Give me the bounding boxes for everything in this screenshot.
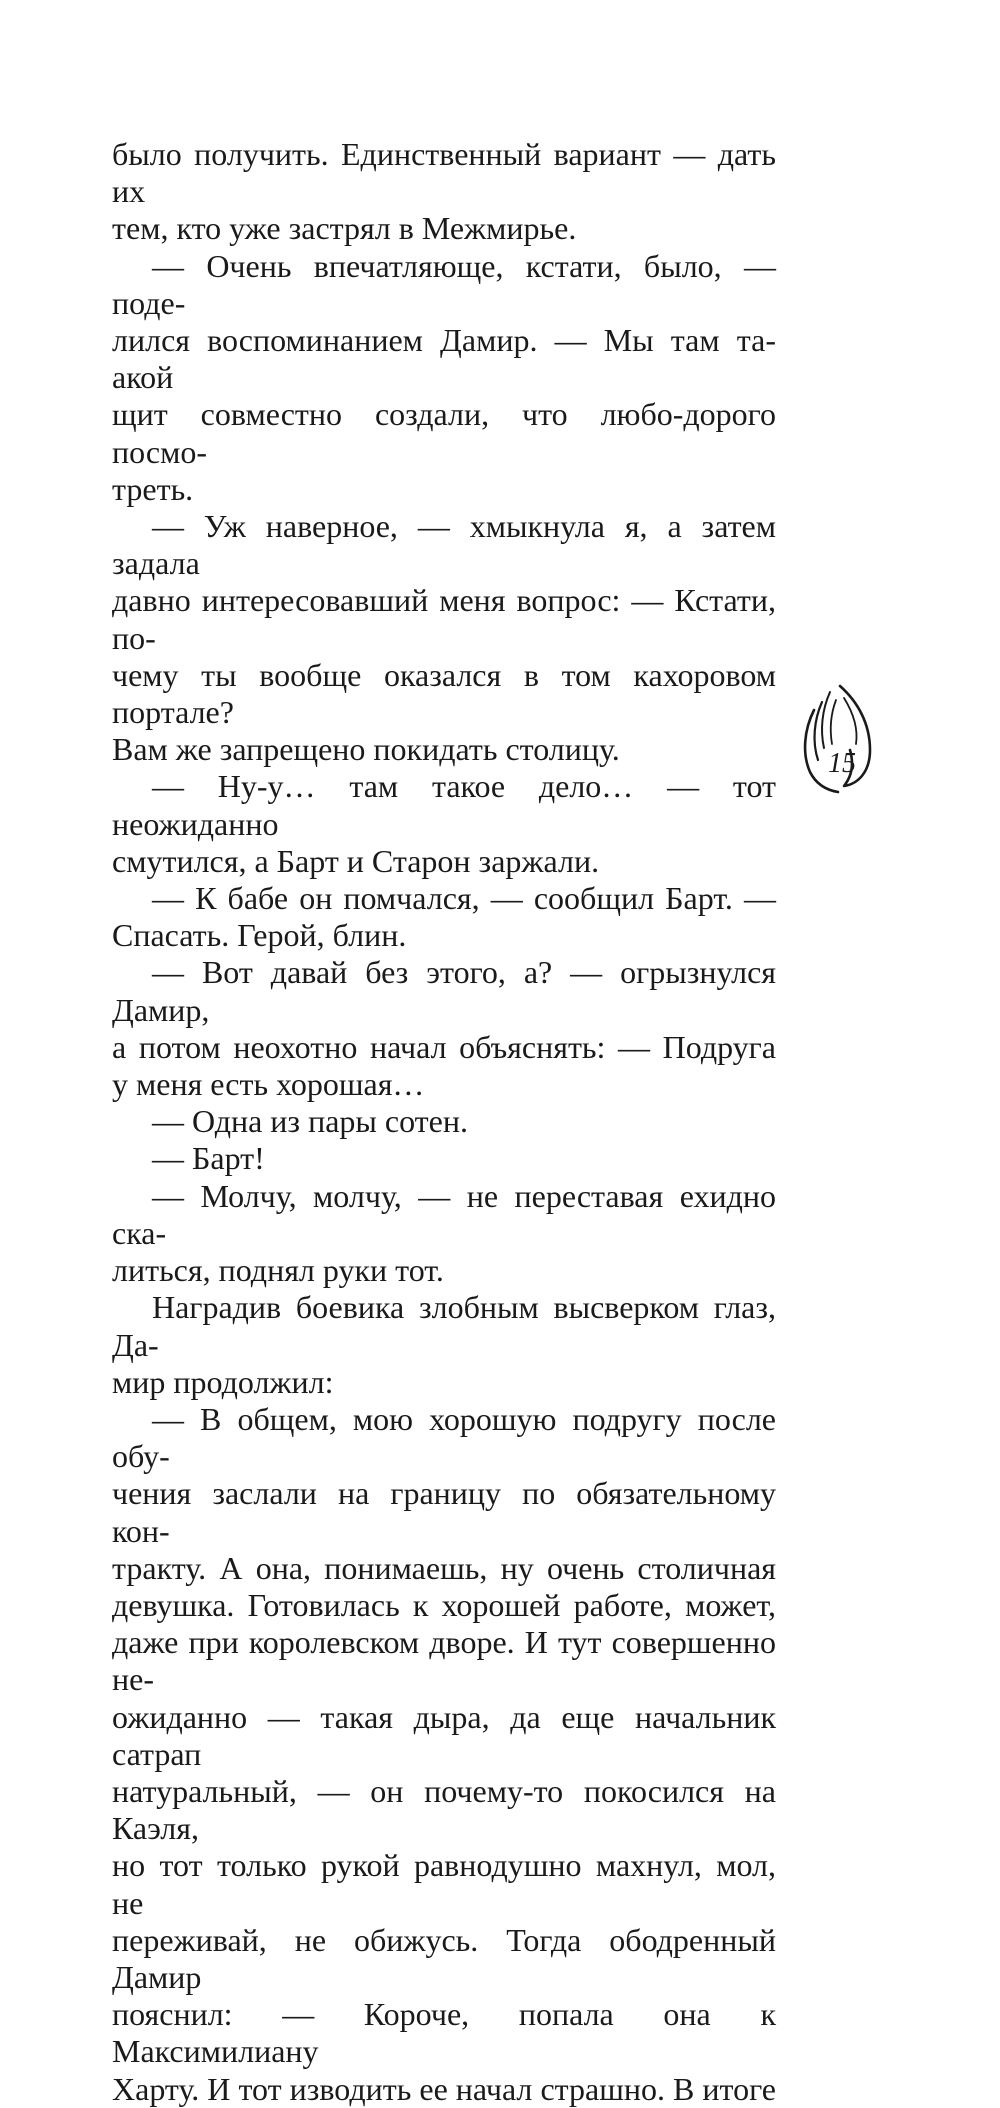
text-line: переживай, не обижусь. Тогда ободренный Дамир [112,1921,776,1995]
text-line: тем, кто уже застрял в Межмирье. [112,210,577,247]
text-line: треть. [112,470,194,507]
text-line: у меня есть хорошая… [112,1066,425,1103]
text-line: лился воспоминанием Дамир. — Мы там та-акой [112,322,776,396]
text-line: чему ты вообще оказался в том кахоровом портале? [112,656,776,731]
text-line: литься, поднял руки тот. [112,1252,444,1289]
text-line: Вам же запрещено покидать столицу. [112,731,620,768]
text-line: Харту. И тот изводить ее начал страшно. В итоге [112,2070,776,2107]
text-line: — К бабе он помчался, — сообщил Барт. — [152,880,776,917]
text-line: Спасать. Герой, блин. [112,917,407,954]
text-line: — Барт! [152,1140,265,1177]
text-line: было получить. Единственный вариант — дать их [112,136,776,210]
text-line: даже при королевском дворе. И тут совершенно не- [112,1624,776,1698]
text-line: — Одна из пары сотен. [152,1103,468,1140]
text-line: — Молчу, молчу, — не переставая ехидно ска- [112,1177,776,1251]
text-line: но тот только рукой равнодушно махнул, мол, не [112,1847,776,1921]
text-line: натуральный, — он почему-то покосился на Каэля, [112,1772,776,1847]
text-line: давно интересовавший меня вопрос: — Кстати, по- [112,582,776,656]
body-text [112,136,776,2108]
text-line: а потом неохотно начал объяснять: — Подруга [112,1028,776,1065]
text-line: — В общем, мою хорошую подругу после обу- [112,1400,776,1475]
text-line: ожиданно — такая дыра, да еще начальник сатрап [112,1698,776,1772]
text-line: — Очень впечатляюще, кстати, было, — поде- [112,247,776,321]
flame-icon [800,680,880,800]
page-number: 15 [828,748,856,779]
text-line: — Ну-у… там такое дело… — тот неожиданно [112,768,776,842]
text-line: Наградив боевика злобным высверком глаз, Да- [112,1289,776,1363]
text-line: щит совместно создали, что любо-дорого посмо- [112,396,776,470]
text-line: — Уж наверное, — хмыкнула я, а затем задала [112,508,776,582]
text-line: девушка. Готовилась к хорошей работе, может, [112,1586,776,1623]
text-line: — Вот давай без этого, а? — огрызнулся Дамир, [112,954,776,1028]
text-line: тракту. А она, понимаешь, ну очень столичная [112,1549,776,1586]
text-line: пояснил: — Короче, попала она к Максимилиану [112,1996,776,2070]
text-line: смутился, а Барт и Старон заржали. [112,842,600,879]
text-line: чения заслали на границу по обязательному кон- [112,1475,776,1549]
text-line: мир продолжил: [112,1363,334,1400]
page-folio [800,680,880,800]
